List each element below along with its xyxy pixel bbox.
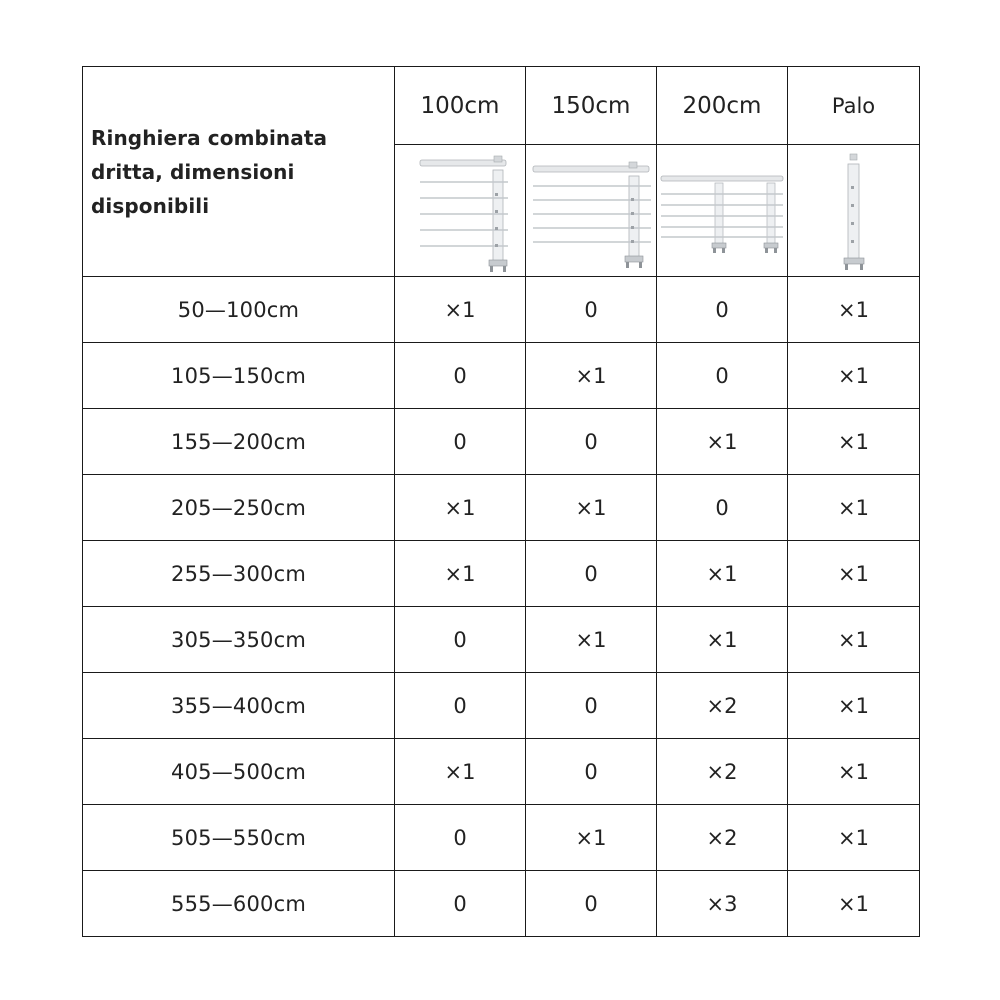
table-row <box>83 739 920 805</box>
range-cell: 255—300cm <box>83 541 395 607</box>
range-cell: 105—150cm <box>83 343 395 409</box>
qty-palo-cell: ×1 <box>788 277 920 343</box>
qty-150cm-cell: 0 <box>526 277 657 343</box>
qty-200cm-cell: ×1 <box>657 409 788 475</box>
railing-size-table <box>82 66 920 937</box>
qty-200cm-cell: ×2 <box>657 673 788 739</box>
range-cell: 355—400cm <box>83 673 395 739</box>
qty-150cm-cell: 0 <box>526 673 657 739</box>
column-header-200cm: 200cm <box>657 67 788 145</box>
qty-200cm-cell: ×3 <box>657 871 788 937</box>
qty-100cm-cell: ×1 <box>395 475 526 541</box>
post-cell <box>788 145 920 277</box>
range-cell: 305—350cm <box>83 607 395 673</box>
qty-200cm-cell: 0 <box>657 277 788 343</box>
qty-150cm-cell: 0 <box>526 409 657 475</box>
qty-palo-cell: ×1 <box>788 409 920 475</box>
range-cell: 155—200cm <box>83 409 395 475</box>
table-title: Ringhiera combinata dritta, dimensioni disponibili <box>83 67 395 277</box>
railing-200cm-icon <box>659 148 785 274</box>
column-header-150cm: 150cm <box>526 67 657 145</box>
qty-200cm-cell: 0 <box>657 343 788 409</box>
table-row <box>83 277 920 343</box>
qty-100cm-cell: ×1 <box>395 277 526 343</box>
qty-100cm-cell: 0 <box>395 805 526 871</box>
qty-palo-cell: ×1 <box>788 343 920 409</box>
table-row <box>83 673 920 739</box>
qty-150cm-cell: ×1 <box>526 475 657 541</box>
qty-100cm-cell: 0 <box>395 871 526 937</box>
railing-size-table-sheet <box>82 66 920 935</box>
railing-100cm-icon <box>410 148 510 274</box>
qty-150cm-cell: 0 <box>526 871 657 937</box>
range-cell: 555—600cm <box>83 871 395 937</box>
table-row <box>83 871 920 937</box>
railing-150cm-cell <box>526 145 657 277</box>
range-cell: 405—500cm <box>83 739 395 805</box>
qty-200cm-cell: ×1 <box>657 607 788 673</box>
column-header-palo: Palo <box>788 67 920 145</box>
qty-palo-cell: ×1 <box>788 541 920 607</box>
railing-150cm-icon <box>529 148 653 274</box>
qty-150cm-cell: ×1 <box>526 607 657 673</box>
post-icon <box>834 148 874 274</box>
qty-150cm-cell: ×1 <box>526 343 657 409</box>
qty-palo-cell: ×1 <box>788 475 920 541</box>
column-header-100cm: 100cm <box>395 67 526 145</box>
qty-150cm-cell: ×1 <box>526 805 657 871</box>
railing-100cm-cell <box>395 145 526 277</box>
railing-200cm-cell <box>657 145 788 277</box>
qty-100cm-cell: ×1 <box>395 739 526 805</box>
qty-palo-cell: ×1 <box>788 739 920 805</box>
qty-200cm-cell: 0 <box>657 475 788 541</box>
table-row <box>83 607 920 673</box>
qty-200cm-cell: ×2 <box>657 805 788 871</box>
qty-200cm-cell: ×1 <box>657 541 788 607</box>
range-cell: 50—100cm <box>83 277 395 343</box>
table-row <box>83 805 920 871</box>
qty-palo-cell: ×1 <box>788 805 920 871</box>
table-row <box>83 541 920 607</box>
qty-100cm-cell: 0 <box>395 673 526 739</box>
qty-100cm-cell: 0 <box>395 409 526 475</box>
qty-palo-cell: ×1 <box>788 871 920 937</box>
qty-palo-cell: ×1 <box>788 673 920 739</box>
qty-palo-cell: ×1 <box>788 607 920 673</box>
table-row <box>83 409 920 475</box>
range-cell: 505—550cm <box>83 805 395 871</box>
qty-200cm-cell: ×2 <box>657 739 788 805</box>
table-row <box>83 475 920 541</box>
table-row <box>83 343 920 409</box>
qty-150cm-cell: 0 <box>526 739 657 805</box>
qty-100cm-cell: 0 <box>395 343 526 409</box>
range-cell: 205—250cm <box>83 475 395 541</box>
qty-100cm-cell: ×1 <box>395 541 526 607</box>
qty-150cm-cell: 0 <box>526 541 657 607</box>
qty-100cm-cell: 0 <box>395 607 526 673</box>
